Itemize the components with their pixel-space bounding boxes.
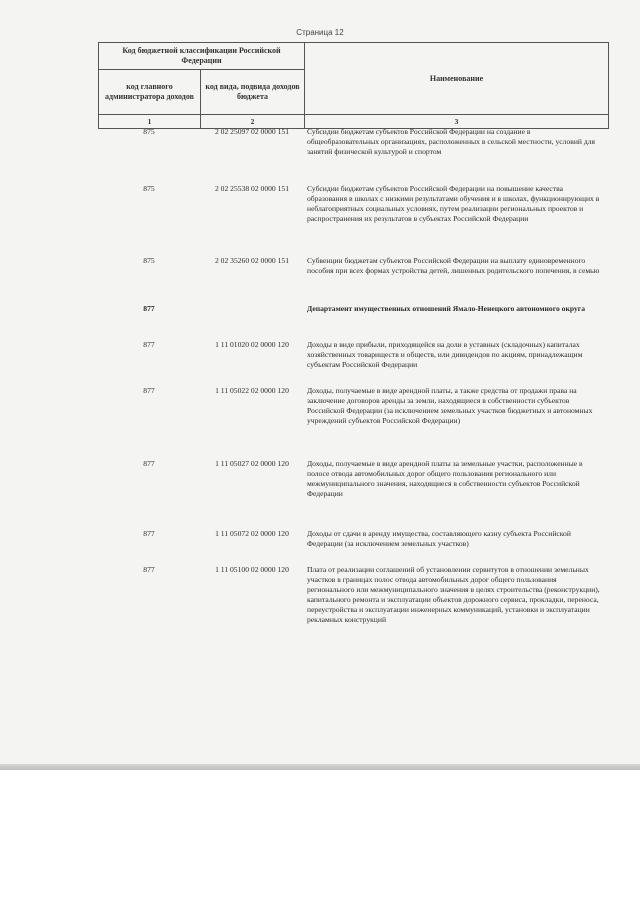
income-code (200, 304, 304, 340)
admin-code: 877 (143, 459, 155, 468)
admin-code: 875 (143, 127, 155, 136)
admin-code: 875 (143, 256, 155, 265)
income-code: 1 11 01020 02 0000 120 (215, 340, 289, 349)
admin-code: 875 (143, 184, 155, 193)
income-code: 1 11 05072 02 0000 120 (215, 529, 289, 538)
classification-table-header (98, 42, 609, 129)
income-name: Доходы, получаемые в виде арендной платы за земельные участки, расположенные в полосе отвода автомобильных дорог общего пользования регионального или межмуниципального значения, находящиеся в собственности субъектов Российской Федерации (307, 459, 583, 499)
header-num-1: 1 (99, 115, 201, 129)
table-row (98, 184, 608, 256)
header-num-2: 2 (201, 115, 305, 129)
income-name: Субвенции бюджетам субъектов Российской Федерации на выплату единовременного пособия при всех формах устройства детей, лишенных родительского попечения, в семью (307, 256, 600, 276)
header-admin-code: код главного администратора доходов (99, 70, 201, 115)
income-name: Доходы в виде прибыли, приходящейся на доли в уставных (складочных) капиталах хозяйственных товариществ и обществ, или дивидендов по акциям, принадлежащим субъектам Российской Федерации (307, 340, 583, 370)
admin-code: 877 (143, 529, 155, 538)
income-code: 2 02 25097 02 0000 151 (214, 127, 290, 136)
department-name: Департамент имущественных отношений Ямало-Ненецкого автономного округа (307, 304, 585, 313)
income-code: 2 02 35260 02 0000 151 (214, 256, 290, 265)
income-name: Плата от реализации соглашений об установлении сервитутов в отношении земельных участков в границах полос отвода автомобильных дорог общего пользования регионального или межмуниципального значения в целях строительства (реконструкции), капитального ремонта и эксплуатации объектов дорожного сервиса, прокладки, переноса, переустройства и эксплуатации инженерных коммуникаций, установки и эксплуатации рекламных конструкций (307, 565, 600, 625)
table-row (98, 256, 608, 304)
admin-code: 877 (143, 304, 155, 313)
header-num-3: 3 (305, 115, 609, 129)
header-name: Наименование (305, 43, 609, 115)
classification-rows (98, 127, 608, 665)
header-income-code: код вида, подвида доходов бюджета (201, 70, 305, 115)
table-row (98, 386, 608, 459)
income-name: Субсидии бюджетам субъектов Российской Федерации на повышение качества образования в школах с низкими результатами обучения и в школах, функционирующих в неблагоприятных социальных условиях, путем реализации региональных проектов и распространения их результатов в субъектах Российской Федерации (307, 184, 600, 224)
scan-bottom-edge (0, 764, 640, 770)
page-number: Страница 12 (296, 28, 344, 37)
table-row-department (98, 304, 608, 340)
admin-code: 877 (143, 565, 155, 574)
income-code: 2 02 25538 02 0000 151 (214, 184, 290, 193)
income-name: Субсидии бюджетам субъектов Российской Федерации на создание в общеобразовательных организациях, расположенных в сельской местности, условий для занятий физической культурой и спортом (307, 127, 596, 157)
income-code: 1 11 05027 02 0000 120 (215, 459, 289, 468)
admin-code: 877 (143, 340, 155, 349)
table-row (98, 127, 608, 184)
header-group-title: Код бюджетной классификации Российской Федерации (99, 43, 305, 70)
table-row (98, 340, 608, 386)
income-code: 1 11 05022 02 0000 120 (215, 386, 289, 395)
table-row (98, 459, 608, 529)
table-row (98, 565, 608, 665)
table-row (98, 529, 608, 565)
admin-code: 877 (143, 386, 155, 395)
income-name: Доходы, получаемые в виде арендной платы, а также средства от продажи права на заключение договоров аренды за земли, находящиеся в собственности субъектов Российской Федерации (за исключением земельных участков бюджетных и автономных учреждений субъектов Российской Федерации) (307, 386, 593, 426)
income-name: Доходы от сдачи в аренду имущества, составляющего казну субъекта Российской Федерации (за исключением земельных участков) (307, 529, 571, 549)
income-code: 1 11 05100 02 0000 120 (215, 565, 289, 574)
